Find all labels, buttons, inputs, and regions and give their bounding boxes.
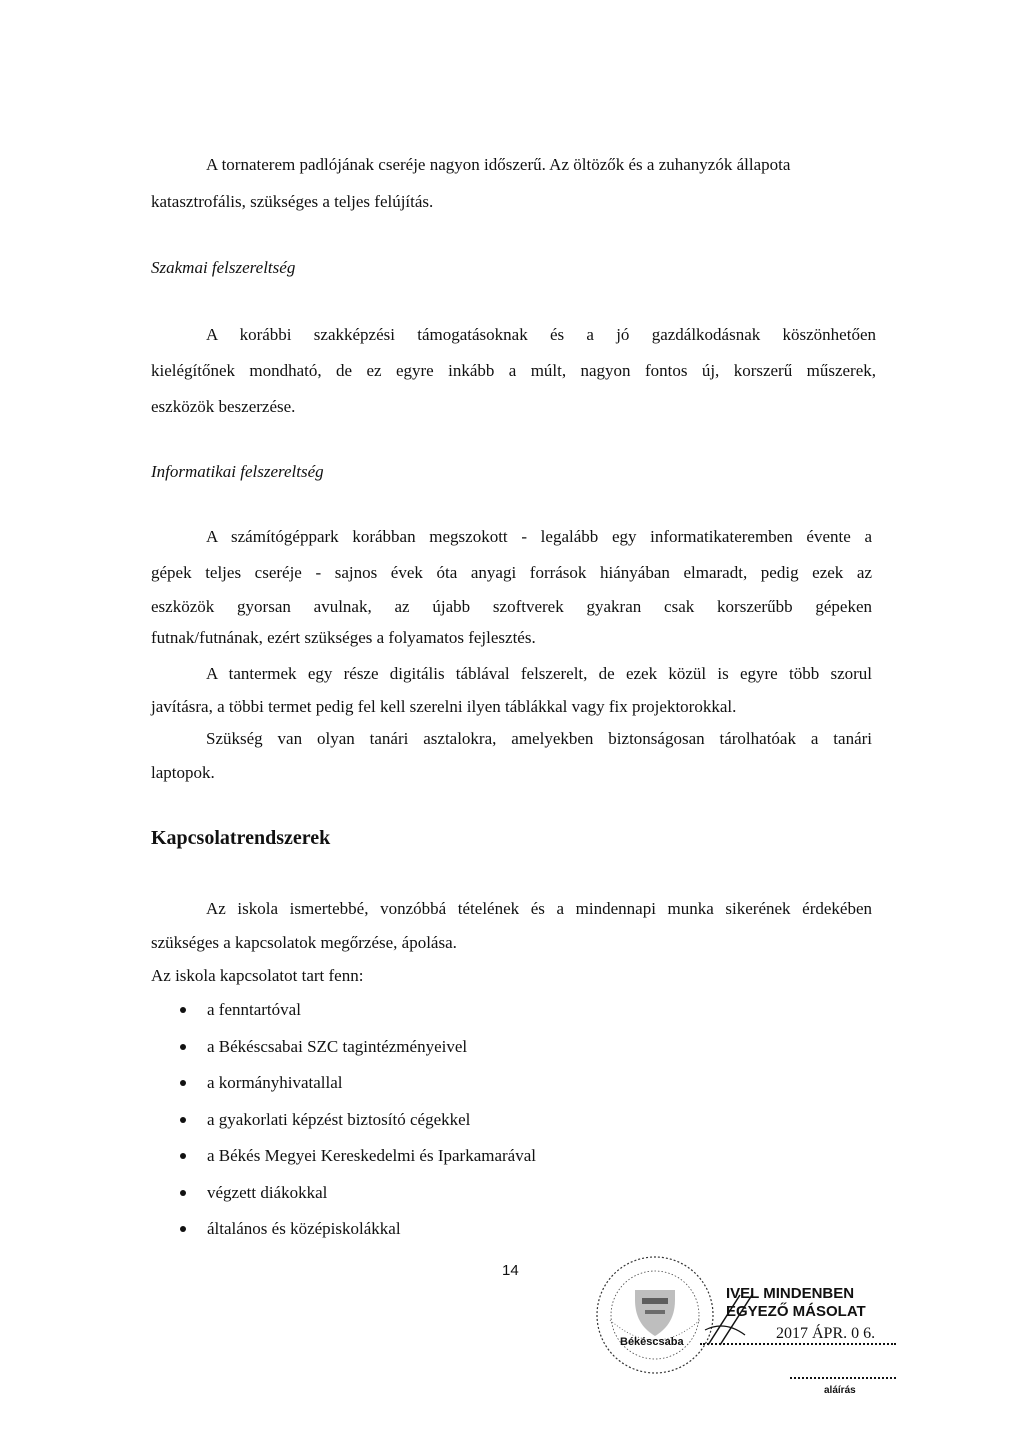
section2-p2-line-2: javításra, a többi termet pedig fel kell szerelni ilyen táblákkal vagy fix projektorokkal. (151, 697, 737, 716)
section1-line-2: kielégítőnek mondható, de ez egyre inkább a múlt, nagyon fontos új, korszerű műszerek, (151, 361, 876, 380)
section2-p2-line-1: A tantermek egy része digitális táblával felszerelt, de ezek közül is egyre több szorul (206, 664, 872, 683)
list-item-text: végzett diákokkal (207, 1182, 328, 1202)
list-item-text: a Békés Megyei Kereskedelmi és Iparkamarával (207, 1146, 536, 1165)
section-heading-informatikai: Informatikai felszereltség (151, 462, 324, 481)
bullet-icon (180, 1226, 186, 1232)
bullet-icon (180, 1153, 186, 1159)
intro-line-1: A tornaterem padlójának cseréje nagyon időszerű. Az öltözők és a zuhanyzók állapota (206, 155, 791, 174)
list-item-text: a Békéscsabai SZC tagintézményeivel (207, 1036, 468, 1056)
section3-p1-line-2: szükséges a kapcsolatok megőrzése, ápolása. (151, 933, 457, 952)
stamp-place: Békéscsaba (620, 1336, 684, 1348)
section3-p2: Az iskola kapcsolatot tart fenn: (151, 966, 364, 985)
section3-p1-line-1: Az iskola ismertebbé, vonzóbbá tételének és a mindennapi munka sikerének érdekében (206, 899, 872, 918)
list-item-text: a kormányhivatallal (207, 1073, 343, 1092)
section2-p1-line-1: A számítógéppark korábban megszokott - legalább egy informatikateremben évente a (206, 527, 872, 546)
certification-line-2: EGYEZŐ MÁSOLAT (726, 1303, 866, 1320)
section2-p1-line-4: futnak/futnának, ezért szükséges a folyamatos fejlesztés. (151, 628, 536, 647)
certification-line-1: IVEL MINDENBEN (726, 1285, 855, 1302)
bullet-icon (180, 1007, 186, 1013)
section1-line-3: eszközök beszerzése. (151, 397, 296, 416)
intro-line-2: katasztrofális, szükséges a teljes felújítás. (151, 192, 434, 211)
bullet-icon (180, 1080, 186, 1086)
section-heading-szakmai: Szakmai felszereltség (151, 258, 296, 277)
section2-p1-line-3: eszközök gyorsan avulnak, az újabb szoftverek gyakran csak korszerűbb gépeken (151, 597, 872, 616)
section-heading-kapcsolatrendszerek: Kapcsolatrendszerek (151, 827, 331, 849)
handwritten-signature (700, 1290, 770, 1350)
list-item-text: a gyakorlati képzést biztosító cégekkel (207, 1109, 471, 1129)
signature-label: aláírás (824, 1385, 856, 1396)
page-number: 14 (502, 1262, 519, 1279)
signature-dotted-line (790, 1377, 896, 1379)
date-dotted-line (700, 1343, 896, 1345)
list-item-text: általános és középiskolákkal (207, 1219, 401, 1238)
bullet-icon (180, 1044, 186, 1050)
section2-p1-line-2: gépek teljes cseréje - sajnos évek óta anyagi források hiányában elmaradt, pedig ezek az (151, 563, 872, 582)
certification-date: 2017 ÁPR. 0 6. (776, 1325, 876, 1342)
list-item-text: a fenntartóval (207, 1000, 301, 1019)
bullet-icon (180, 1190, 186, 1196)
bullet-icon (180, 1117, 186, 1123)
section2-p3-line-1: Szükség van olyan tanári asztalokra, amelyekben biztonságosan tárolhatóak a tanári (206, 729, 872, 748)
section2-p3-line-2: laptopok. (151, 763, 215, 782)
section1-line-1: A korábbi szakképzési támogatásoknak és a jó gazdálkodásnak köszönhetően (206, 325, 876, 344)
